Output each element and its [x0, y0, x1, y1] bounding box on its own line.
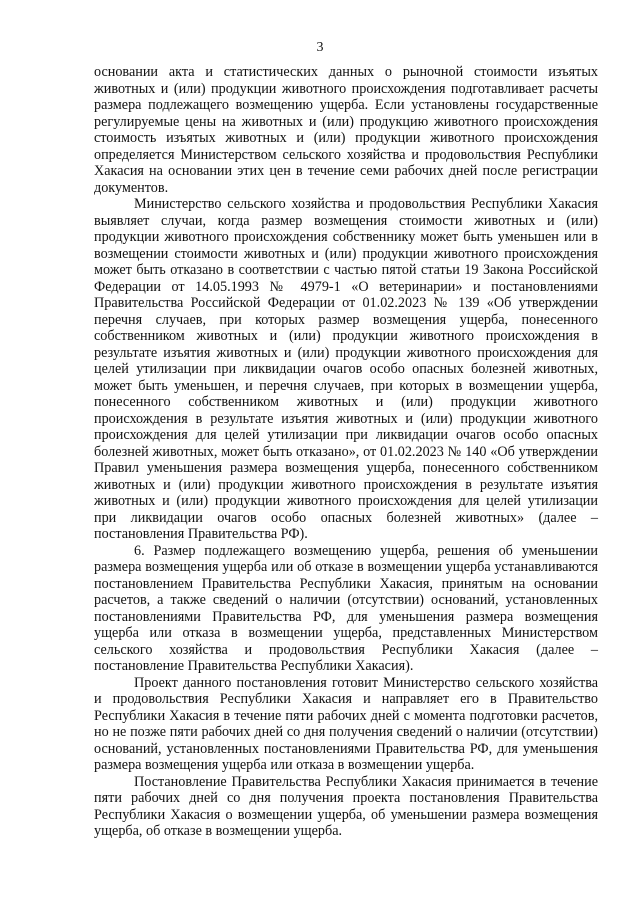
paragraph-item-6: 6. Размер подлежащего возмещению ущерба, решения об уменьшении размера возмещения ущерба или об отказе в возмещении ущерба устанавливаются постановлением Правительства Республики Хакасия, принятым на основании расчетов, а также сведений о наличии (отсутствии) оснований, установленных постановлениями Правительства РФ, для уменьшения размера возмещения ущерба или отказа в возмещении ущерба, представленных Министерством сельского хозяйства и продовольствия Республики Хакасия (далее – постановление Правительства Республики Хакасия).: [94, 542, 598, 674]
paragraph-continuation: основании акта и статистических данных о рыночной стоимости изъятых животных и (или) продукции животного происхождения подготавливает расчеты размера подлежащего возмещению ущерба. Если установлены государственные регулируемые цены на животных и (или) продукцию животного происхождения стоимость изъятых животных и (или) продукции животного происхождения определяется Министерством сельского хозяйства и продовольствия Республики Хакасия на основании этих цен в течение семи рабочих дней после регистрации документов.: [94, 64, 598, 196]
page-number: 3: [316, 40, 324, 55]
paragraph-ministry-cases: Министерство сельского хозяйства и продовольствия Республики Хакасия выявляет случаи, когда размер возмещения стоимости животных и (или) продукции животного происхождения собственнику может быть уменьшен или в возмещении стоимости животных и (или) продукции животного происхождения может быть отказано в соответствии с частью пятой статьи 19 Закона Российской Федерации от 14.05.1993 № 4979-1 «О ветеринарии» и постановлениями Правительства Российской Федерации от 01.02.2023 № 139 «Об утверждении перечня случаев, при которых размер возмещения ущерба, понесенного собственником животных и (или) продукции животного происхождения в результате изъятия животных и (или) продукции животного происхождения для целей утилизации при ликвидации очагов особо опасных болезней животных, может быть уменьшен, и перечня случаев, при которых в возмещении ущерба, понесенного собственником животных и (или) продукции животного происхождения в результате изъятия животных и (или) продукции животного происхождения для целей утилизации при ликвидации очагов особо опасных болезней животных, может быть отказано», от 01.02.2023 № 140 «Об утверждении Правил уменьшения размера возмещения ущерба, понесенного собственником животных и (или) продукции животного происхождения в результате изъятия животных и (или) продукции животного происхождения для целей утилизации при ликвидации очагов особо опасных болезней животных» (далее – постановления Правительства РФ).: [94, 196, 598, 542]
paragraph-draft-resolution: Проект данного постановления готовит Министерство сельского хозяйства и продовольствия Республики Хакасия и направляет его в Правительство Республики Хакасия в течение пяти рабочих дней с момента подготовки расчетов, но не позже пяти рабочих дней со дня получения сведений о наличии (отсутствии) оснований, установленных постановлениями Правительства РФ, для уменьшения размера возмещения ущерба или отказа в возмещении ущерба.: [94, 674, 598, 773]
document-body: [94, 64, 598, 840]
paragraph-resolution-adoption: Постановление Правительства Республики Хакасия принимается в течение пяти рабочих дней со дня получения проекта постановления Правительства Республики Хакасия о возмещении ущерба, об уменьшении размера возмещения ущерба, об отказе в возмещении ущерба.: [94, 773, 598, 839]
